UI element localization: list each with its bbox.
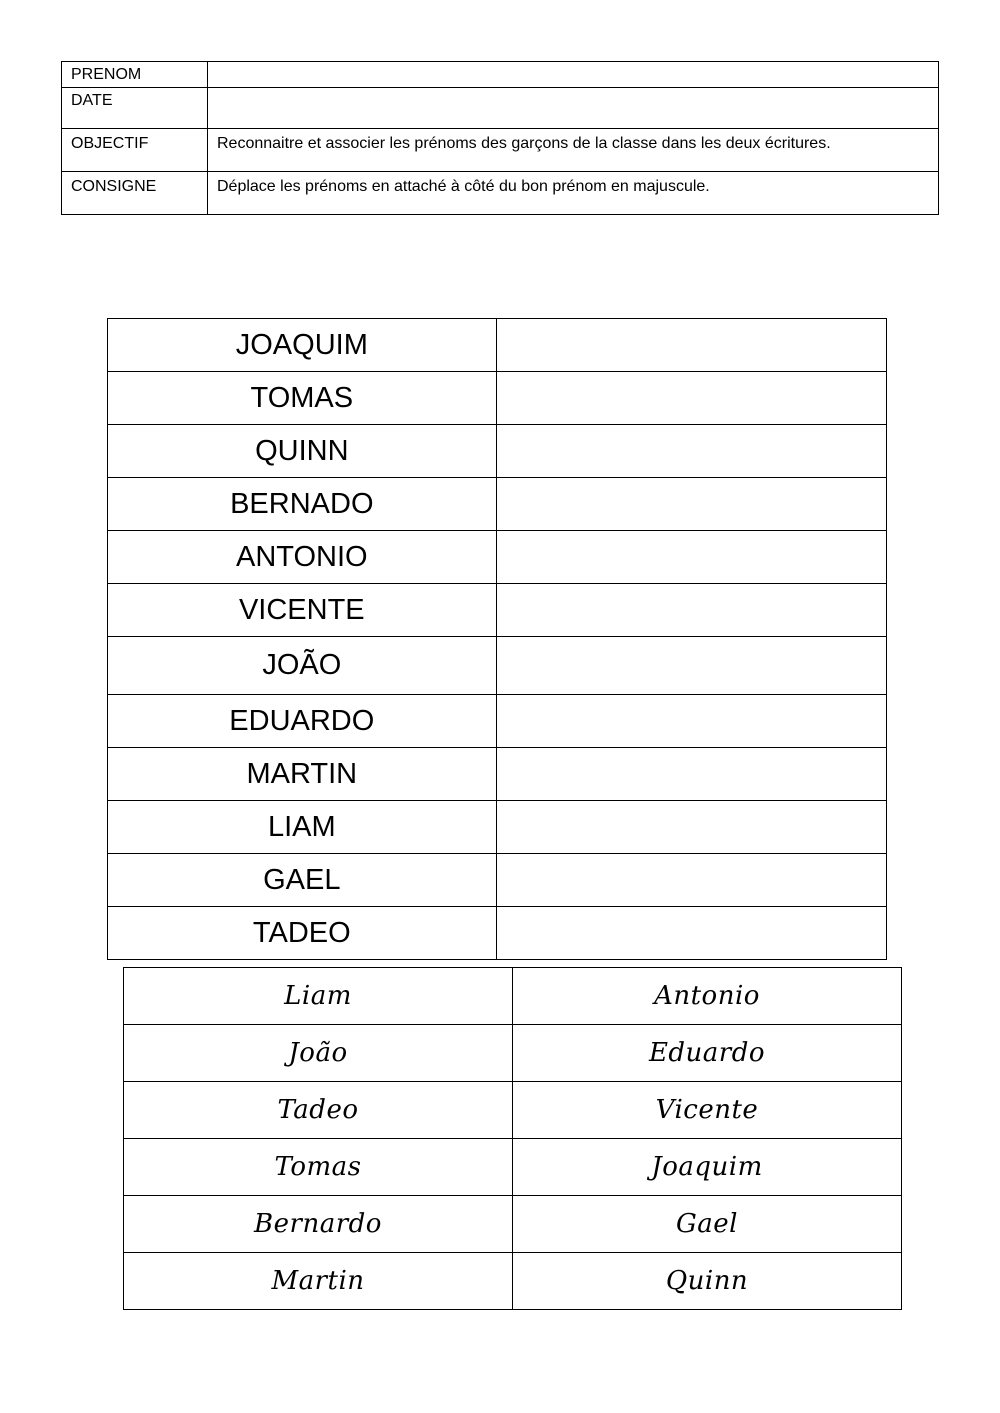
table-row xyxy=(108,801,887,854)
table-row xyxy=(108,907,887,960)
drop-slot[interactable] xyxy=(496,425,886,478)
draggable-cursive-name[interactable]: Tomas xyxy=(274,1152,362,1182)
draggable-cursive-name[interactable]: Antonio xyxy=(654,981,760,1011)
table-row xyxy=(108,478,887,531)
table-row xyxy=(108,531,887,584)
consigne-label: CONSIGNE xyxy=(62,172,208,215)
draggable-cursive-name[interactable]: Gael xyxy=(676,1209,738,1239)
table-row xyxy=(124,1253,902,1310)
table-row xyxy=(108,748,887,801)
draggable-cursive-name[interactable]: Bernardo xyxy=(254,1209,382,1239)
cursive-cell xyxy=(124,1253,513,1310)
table-row xyxy=(108,695,887,748)
drop-slot[interactable] xyxy=(496,637,886,695)
draggable-cursive-name[interactable]: Liam xyxy=(284,981,352,1011)
table-row xyxy=(108,372,887,425)
draggable-cursive-name[interactable]: Eduardo xyxy=(648,1038,766,1068)
table-row xyxy=(108,425,887,478)
consigne-text: Déplace les prénoms en attaché à côté du bon prénom en majuscule. xyxy=(208,172,939,215)
cursive-cell xyxy=(124,1082,513,1139)
uppercase-names-table xyxy=(107,318,887,960)
cursive-cell xyxy=(513,1082,902,1139)
draggable-cursive-name[interactable]: Martin xyxy=(271,1266,365,1296)
table-row xyxy=(124,1196,902,1253)
uppercase-name: VICENTE xyxy=(108,584,497,637)
uppercase-name: TADEO xyxy=(108,907,497,960)
drop-slot[interactable] xyxy=(496,854,886,907)
prenom-field[interactable] xyxy=(208,62,939,88)
drop-slot[interactable] xyxy=(496,584,886,637)
cursive-cell xyxy=(513,1196,902,1253)
uppercase-name: ANTONIO xyxy=(108,531,497,584)
objectif-text: Reconnaitre et associer les prénoms des garçons de la classe dans les deux écritures. xyxy=(208,129,939,172)
cursive-cell xyxy=(513,1025,902,1082)
uppercase-name: MARTIN xyxy=(108,748,497,801)
draggable-cursive-name[interactable]: João xyxy=(288,1038,348,1068)
cursive-cell xyxy=(124,1196,513,1253)
cursive-names-table xyxy=(123,967,902,1310)
drop-slot[interactable] xyxy=(496,319,886,372)
objectif-label: OBJECTIF xyxy=(62,129,208,172)
uppercase-name: JOÃO xyxy=(108,637,497,695)
cursive-cell xyxy=(513,1253,902,1310)
draggable-cursive-name[interactable]: Vicente xyxy=(655,1095,759,1125)
date-label: DATE xyxy=(62,88,208,129)
drop-slot[interactable] xyxy=(496,478,886,531)
table-row xyxy=(124,1025,902,1082)
cursive-cell xyxy=(124,1025,513,1082)
prenom-label: PRENOM xyxy=(62,62,208,88)
uppercase-name: LIAM xyxy=(108,801,497,854)
cursive-cell xyxy=(124,968,513,1025)
info-table xyxy=(61,61,939,215)
draggable-cursive-name[interactable]: Quinn xyxy=(665,1266,749,1296)
uppercase-name: JOAQUIM xyxy=(108,319,497,372)
table-row xyxy=(124,968,902,1025)
draggable-cursive-name[interactable]: Tadeo xyxy=(277,1095,359,1125)
table-row xyxy=(108,319,887,372)
draggable-cursive-name[interactable]: Joaquim xyxy=(651,1152,763,1182)
table-row xyxy=(108,584,887,637)
drop-slot[interactable] xyxy=(496,372,886,425)
cursive-cell xyxy=(124,1139,513,1196)
drop-slot[interactable] xyxy=(496,695,886,748)
uppercase-name: EDUARDO xyxy=(108,695,497,748)
table-row xyxy=(124,1082,902,1139)
uppercase-name: QUINN xyxy=(108,425,497,478)
table-row xyxy=(124,1139,902,1196)
cursive-cell xyxy=(513,968,902,1025)
uppercase-name: TOMAS xyxy=(108,372,497,425)
drop-slot[interactable] xyxy=(496,801,886,854)
drop-slot[interactable] xyxy=(496,907,886,960)
drop-slot[interactable] xyxy=(496,748,886,801)
uppercase-name: BERNADO xyxy=(108,478,497,531)
table-row xyxy=(108,637,887,695)
cursive-cell xyxy=(513,1139,902,1196)
table-row xyxy=(108,854,887,907)
uppercase-name: GAEL xyxy=(108,854,497,907)
date-field[interactable] xyxy=(208,88,939,129)
drop-slot[interactable] xyxy=(496,531,886,584)
